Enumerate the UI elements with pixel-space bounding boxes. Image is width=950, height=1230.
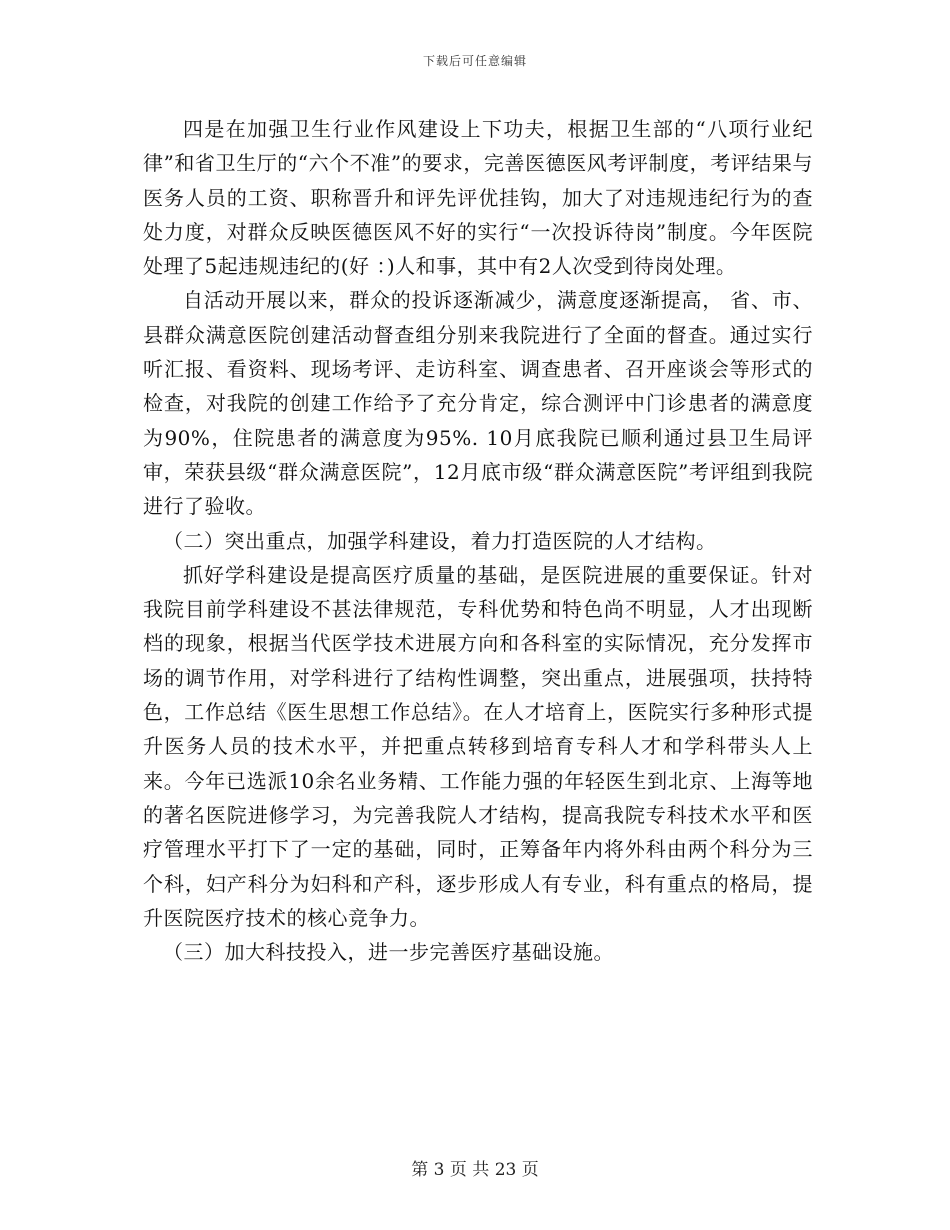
paragraph-discipline: 四是在加强卫生行业作风建设上下功夫，根据卫生部的“八项行业纪律”和省卫生厅的“六个不准”的要求，完善医德医风考评制度，考评结果与医务人员的工资、职称晋升和评先评优挂钩，加大了对违规违纪行为的查处力度，对群众反映医德医风不好的实行“一次投诉待岗”制度。今年医院处理了5起违规违纪的(好 ：)人和事，其中有2人次受到待岗处理。 [143,117,813,279]
page-total: 23 [494,1160,517,1180]
page-header: 下载后可任意编辑 [422,54,527,68]
page-mid: 页 共 [449,1160,490,1180]
page-current: 3 [433,1160,445,1180]
paragraph-discipline-building: 抓好学科建设是提高医疗质量的基础，是医院进展的重要保证。针对我院目前学科建设不甚法律规范，专科优势和特色尚不明显，人才出现断档的现象，根据当代医学技术进展方向和各科室的实际情况，充分发挥市场的调节作用，对学科进行了结构性调整，突出重点，进展强项，扶持特色，工作总结《医生思想工作总结》。在人才培育上，医院实行多种形式提升医务人员的技术水平，并把重点转移到培育专科人才和学科带头人上来。今年已选派10余名业务精、工作能力强的年轻医生到北京、上海等地的著名医院进修学习，为完善我院人才结构，提高我院专科技术水平和医疗管理水平打下了一定的基础，同时，正筹备年内将外科由两个科分为三个科，妇产科分为妇科和产科，逐步形成人有专业，科有重点的格局，提升医院医疗技术的核心竞争力。 [143,562,813,930]
section-heading-discipline-building: （二）突出重点，加强学科建设，着力打造医院的人才结构。 [163,528,717,553]
page-suffix: 页 [521,1160,539,1180]
paragraph-inspection: 自活动开展以来，群众的投诉逐渐减少，满意度逐渐提高， 省、市、县群众满意医院创建活动督查组分别来我院进行了全面的督查。通过实行听汇报、看资料、现场考评、走访科室、调查患者、召开座谈会等形式的检查，对我院的创建工作给予了充分肯定，综合测评中门诊患者的满意度为90%，住院患者的满意度为95%. 10月底我院已顺利通过县卫生局评审，荣获县级“群众满意医院”，12月底市级“群众满意医院”考评组到我院进行了验收。 [143,288,813,519]
page-footer [0,1155,950,1180]
document-body [143,112,813,969]
page-prefix: 第 [411,1160,429,1180]
section-heading-tech-investment: （三）加大科技投入，进一步完善医疗基础设施。 [163,940,614,965]
